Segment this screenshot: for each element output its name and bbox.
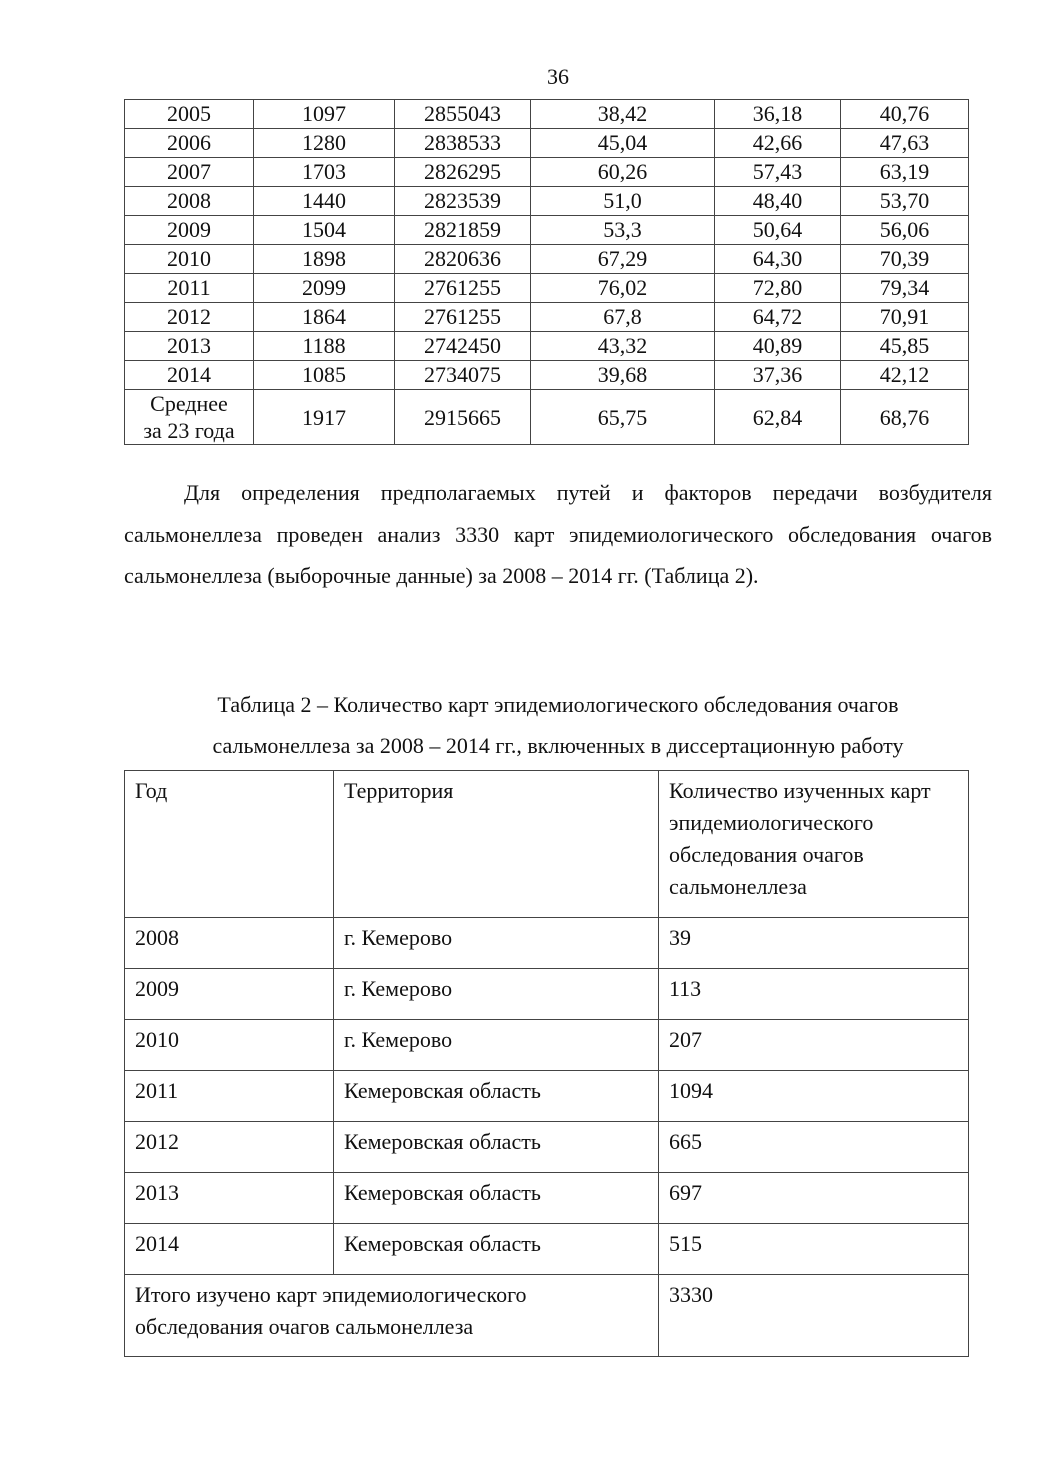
page-number: 36 bbox=[547, 64, 569, 89]
table-cell: 67,29 bbox=[531, 245, 715, 274]
table-row bbox=[125, 158, 969, 187]
table-cell: 2855043 bbox=[395, 100, 531, 129]
table-row bbox=[125, 969, 969, 1020]
table-cell: 2821859 bbox=[395, 216, 531, 245]
table-row bbox=[125, 216, 969, 245]
table-row bbox=[125, 1020, 969, 1071]
table-cell-count: 113 bbox=[659, 969, 969, 1020]
table-cell: 68,76 bbox=[841, 390, 969, 445]
table-row bbox=[125, 1173, 969, 1224]
table-cell: 43,32 bbox=[531, 332, 715, 361]
table-cell: 70,91 bbox=[841, 303, 969, 332]
table-cell-year: 2008 bbox=[125, 918, 334, 969]
table-cell-year: 2011 bbox=[125, 1071, 334, 1122]
table-cell: 2012 bbox=[125, 303, 254, 332]
table-row bbox=[125, 100, 969, 129]
body-paragraph: Для определения предполагаемых путей и факторов передачи возбудителя сальмонеллеза проведен анализ 3330 карт эпидемиологического обследования очагов сальмонеллеза (выборочные данные) за 2008 – 2014 гг. (Таблица 2). bbox=[124, 480, 992, 588]
table-cell: 2009 bbox=[125, 216, 254, 245]
table-cell: 40,89 bbox=[715, 332, 841, 361]
table-cell: 79,34 bbox=[841, 274, 969, 303]
table-cell: 38,42 bbox=[531, 100, 715, 129]
table-cell: 47,63 bbox=[841, 129, 969, 158]
table-cell: 2838533 bbox=[395, 129, 531, 158]
table-cell: 45,85 bbox=[841, 332, 969, 361]
total-label: Итого изучено карт эпидемиологического обследования очагов сальмонеллеза bbox=[125, 1275, 659, 1357]
table-cell-count: 39 bbox=[659, 918, 969, 969]
table-row bbox=[125, 1122, 969, 1173]
table-cell: 37,36 bbox=[715, 361, 841, 390]
table-cell: 70,39 bbox=[841, 245, 969, 274]
table-cell-territory: г. Кемерово bbox=[334, 969, 659, 1020]
table-cell: 2013 bbox=[125, 332, 254, 361]
cards-table bbox=[124, 770, 969, 1357]
table-cell: 2008 bbox=[125, 187, 254, 216]
table-cell: 53,3 bbox=[531, 216, 715, 245]
table-cell: 48,40 bbox=[715, 187, 841, 216]
table-row bbox=[125, 129, 969, 158]
table-cell: 62,84 bbox=[715, 390, 841, 445]
header-year: Год bbox=[125, 771, 334, 918]
table-cell: 39,68 bbox=[531, 361, 715, 390]
table-cell: 1097 bbox=[254, 100, 395, 129]
table-cell: 63,19 bbox=[841, 158, 969, 187]
table-cell: 1188 bbox=[254, 332, 395, 361]
table-cell: 42,66 bbox=[715, 129, 841, 158]
table-cell-territory: г. Кемерово bbox=[334, 1020, 659, 1071]
table-cell: 1864 bbox=[254, 303, 395, 332]
table-cell-year: 2010 bbox=[125, 1020, 334, 1071]
table-cell: 2742450 bbox=[395, 332, 531, 361]
table-cell-count: 207 bbox=[659, 1020, 969, 1071]
table-cell-year: 2013 bbox=[125, 1173, 334, 1224]
table-cell-count: 665 bbox=[659, 1122, 969, 1173]
table-row bbox=[125, 918, 969, 969]
table-caption: Таблица 2 – Количество карт эпидемиологического обследования очагов сальмонеллеза за 2008 – 2014 гг., включенных в диссертационную работу bbox=[212, 692, 904, 758]
table-cell: 2006 bbox=[125, 129, 254, 158]
table-cell: 1085 bbox=[254, 361, 395, 390]
incidence-table-continuation bbox=[124, 99, 969, 445]
table-cell-year: 2012 bbox=[125, 1122, 334, 1173]
table-cell-territory: Кемеровская область bbox=[334, 1224, 659, 1275]
total-row bbox=[125, 1275, 969, 1357]
table-row bbox=[125, 245, 969, 274]
table-cell: 2915665 bbox=[395, 390, 531, 445]
header-count: Количество изученных карт эпидемиологического обследования очагов сальмонеллеза bbox=[659, 771, 969, 918]
table-cell: 60,26 bbox=[531, 158, 715, 187]
table-cell: 2826295 bbox=[395, 158, 531, 187]
table-cell: 72,80 bbox=[715, 274, 841, 303]
table-cell: 1440 bbox=[254, 187, 395, 216]
total-value: 3330 bbox=[659, 1275, 969, 1357]
table-cell: 53,70 bbox=[841, 187, 969, 216]
header-territory: Территория bbox=[334, 771, 659, 918]
table-cell: 2014 bbox=[125, 361, 254, 390]
table-cell: 1898 bbox=[254, 245, 395, 274]
table-cell-year: 2014 bbox=[125, 1224, 334, 1275]
average-row bbox=[125, 390, 969, 445]
table-cell: 40,76 bbox=[841, 100, 969, 129]
table-cell: 2010 bbox=[125, 245, 254, 274]
table-cell: 2005 bbox=[125, 100, 254, 129]
table-cell: 51,0 bbox=[531, 187, 715, 216]
table-cell: 2761255 bbox=[395, 303, 531, 332]
table-cell: 42,12 bbox=[841, 361, 969, 390]
table-cell: 1703 bbox=[254, 158, 395, 187]
table-row bbox=[125, 187, 969, 216]
table-cell: 57,43 bbox=[715, 158, 841, 187]
table-cell: 76,02 bbox=[531, 274, 715, 303]
table-cell: 2823539 bbox=[395, 187, 531, 216]
table-cell-count: 1094 bbox=[659, 1071, 969, 1122]
table-cell-territory: Кемеровская область bbox=[334, 1173, 659, 1224]
table-cell: 36,18 bbox=[715, 100, 841, 129]
table-cell-territory: г. Кемерово bbox=[334, 918, 659, 969]
table-row bbox=[125, 332, 969, 361]
table-cell: 1917 bbox=[254, 390, 395, 445]
table-row bbox=[125, 303, 969, 332]
table-cell-year: 2009 bbox=[125, 969, 334, 1020]
table-cell-territory: Кемеровская область bbox=[334, 1071, 659, 1122]
table-cell: 2734075 bbox=[395, 361, 531, 390]
table-cell: 1280 bbox=[254, 129, 395, 158]
table-cell: 2820636 bbox=[395, 245, 531, 274]
table-cell: 50,64 bbox=[715, 216, 841, 245]
table-cell: 45,04 bbox=[531, 129, 715, 158]
table-header-row bbox=[125, 771, 969, 918]
table-cell: 2099 bbox=[254, 274, 395, 303]
table-cell: 2011 bbox=[125, 274, 254, 303]
table-row bbox=[125, 1224, 969, 1275]
average-label: Среднее за 23 года bbox=[125, 390, 254, 445]
table-cell: 1504 bbox=[254, 216, 395, 245]
table-row bbox=[125, 1071, 969, 1122]
table-cell: 64,72 bbox=[715, 303, 841, 332]
table-cell-territory: Кемеровская область bbox=[334, 1122, 659, 1173]
table-cell: 67,8 bbox=[531, 303, 715, 332]
table-row bbox=[125, 361, 969, 390]
table-cell: 2761255 bbox=[395, 274, 531, 303]
table-cell: 2007 bbox=[125, 158, 254, 187]
table-cell-count: 697 bbox=[659, 1173, 969, 1224]
table-cell-count: 515 bbox=[659, 1224, 969, 1275]
table-cell: 65,75 bbox=[531, 390, 715, 445]
table-cell: 64,30 bbox=[715, 245, 841, 274]
table-row bbox=[125, 274, 969, 303]
table-cell: 56,06 bbox=[841, 216, 969, 245]
